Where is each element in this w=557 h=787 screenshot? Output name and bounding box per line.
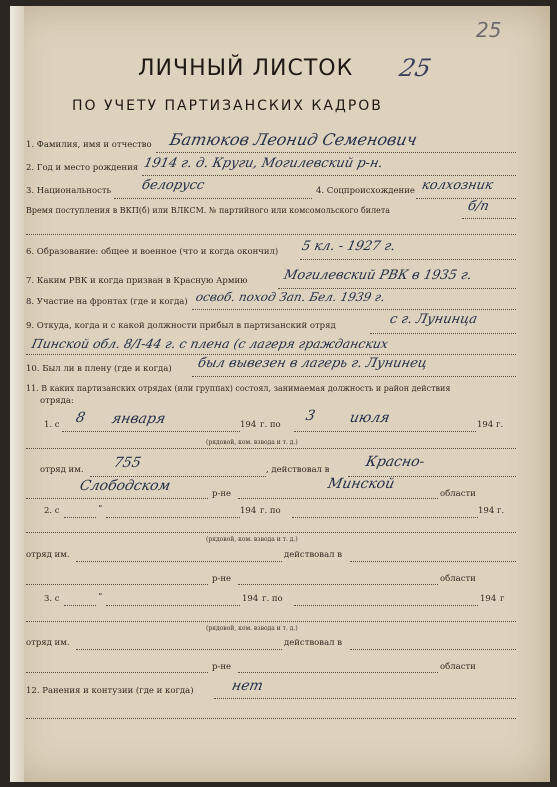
q12-label: 12. Ранения и контузии (где и когда): [26, 686, 194, 696]
q9-value-line1: с г. Лунинца: [388, 312, 479, 327]
entry3-district-label: р-не: [212, 662, 232, 672]
q1-line: [156, 152, 516, 153]
q3-label: 3. Национальность: [26, 186, 112, 196]
entry2-district-line: [26, 584, 208, 585]
q5-line: [462, 218, 516, 219]
entry3-rank-hint: (рядовой, ком. взвода и т. д.): [206, 625, 298, 632]
entry1-rank-hint: (рядовой, ком. взвода и т. д.): [206, 439, 298, 446]
entry3-quote: “: [98, 592, 103, 602]
entry2-year-suffix: г. по: [260, 506, 281, 516]
q12-line-extra: [26, 718, 516, 719]
q10-line: [192, 376, 516, 377]
q8-value: освоб. поход Зап. Бел. 1939 г.: [194, 290, 387, 304]
entry2-year2: 194: [478, 506, 495, 516]
entry2-quote: “: [98, 504, 103, 514]
entry1-day: 8: [74, 410, 87, 426]
entry1-year2-suffix: г.: [496, 420, 504, 430]
q5-label: Время поступления в ВКП(б) или ВЛКСМ. № партийного или комсомольского билета: [26, 206, 391, 215]
entry3-from-line: [106, 605, 240, 606]
entry3-year2-suffix: г: [500, 594, 505, 604]
q10-value: был вывезен в лагерь г. Лунинец: [196, 356, 429, 371]
q8-line: [192, 309, 516, 310]
archive-page-number: 25: [476, 18, 502, 42]
binding-edge: [10, 6, 24, 782]
q11-label-line2: отряда:: [40, 396, 74, 406]
entry3-prefix: 3. с: [44, 594, 60, 604]
q2-label: 2. Год и место рождения: [26, 163, 139, 173]
entry2-region-label: области: [440, 574, 476, 584]
q9-label: 9. Откуда, когда и с какой должности прибыл в партизанский отряд: [26, 321, 336, 331]
entry3-detachment-label: отряд им.: [26, 638, 70, 648]
q3-value: белорусс: [140, 178, 206, 193]
entry1-month: января: [110, 411, 167, 427]
entry1-district-line: [26, 498, 208, 499]
q6-value: 5 кл. - 1927 г.: [300, 239, 397, 254]
entry3-detachment-line: [76, 649, 282, 650]
entry1-region-label: области: [440, 489, 476, 499]
entry3-region-label: области: [440, 662, 476, 672]
entry1-year2: 194: [477, 420, 494, 430]
q10-label: 10. Был ли в плену (где и когда): [26, 364, 172, 374]
archive-stamp-number: 25: [397, 54, 434, 82]
q4-line: [416, 198, 516, 199]
entry1-acted-label: , действовал в: [266, 465, 330, 475]
entry1-detachment-line: [90, 476, 266, 477]
q12-line: [214, 698, 516, 699]
entry1-rank-line: [26, 448, 516, 449]
entry1-detachment-label: отряд им.: [40, 465, 84, 475]
q5-line-extra: [26, 234, 516, 235]
q9-line2: [26, 354, 516, 355]
entry2-detachment-label: отряд им.: [26, 550, 70, 560]
q3-line: [114, 198, 312, 199]
entry1-region-line: [238, 498, 438, 499]
entry1-region-value: Минской: [326, 476, 396, 492]
form-title: ЛИЧНЫЙ ЛИСТОК: [138, 56, 354, 81]
q6-label: 6. Образование: общее и военное (что и когда окончил): [26, 247, 279, 257]
entry1-to-line: [294, 431, 476, 432]
entry1-from-line: [62, 431, 240, 432]
entry3-rank-line: [26, 621, 516, 622]
entry2-day-line: [64, 517, 96, 518]
entry1-month2: июля: [348, 410, 392, 426]
entry1-year-suffix: г. по: [260, 420, 281, 430]
q8-label: 8. Участие на фронтах (где и когда): [26, 297, 188, 307]
entry2-detachment-line: [76, 561, 282, 562]
q1-value: Батюков Леонид Семенович: [167, 130, 419, 149]
entry3-district-line: [26, 672, 208, 673]
entry3-day-line: [64, 605, 96, 606]
entry1-district-value: Слободском: [78, 478, 172, 494]
entry1-year-prefix: 194: [240, 420, 257, 430]
entry3-to-line: [294, 605, 478, 606]
q7-label: 7. Каким РВК и когда призван в Красную Армию: [26, 276, 248, 286]
q9-line1: [370, 333, 516, 334]
entry2-from-line: [106, 517, 240, 518]
q1-label: 1. Фамилия, имя и отчество: [26, 140, 152, 150]
entry1-district-label: р-не: [212, 489, 232, 499]
q4-value: колхозник: [420, 178, 495, 193]
q7-value: Могилевский РВК в 1935 г.: [282, 268, 474, 283]
q12-value: нет: [230, 678, 265, 694]
q2-line: [142, 175, 516, 176]
entry1-detachment: 755: [112, 455, 143, 471]
q9-value-line2: Пинской обл. 8/I-44 г. с плена (с лагеря гражданских: [30, 336, 390, 351]
entry2-district-label: р-не: [212, 574, 232, 584]
entry2-acted-label: действовал в: [284, 550, 343, 560]
entry3-region-line: [238, 672, 438, 673]
entry1-prefix: 1. с: [44, 420, 60, 430]
q2-value: 1914 г. д. Круги, Могилевский р-н.: [142, 156, 385, 171]
entry2-rank-line: [26, 532, 516, 533]
entry3-acted-line: [350, 649, 516, 650]
document-sheet: [10, 6, 550, 782]
entry3-year-prefix: 194: [242, 594, 259, 604]
entry1-day2: 3: [304, 408, 317, 424]
entry2-region-line: [238, 584, 438, 585]
q11-label-line1: 11. В каких партизанских отрядах (или группах) состоял, занимаемая должность и район действия: [26, 384, 451, 393]
entry2-to-line: [292, 517, 478, 518]
entry3-acted-label: действовал в: [284, 638, 343, 648]
entry1-acted-value: Красно-: [364, 454, 427, 470]
entry2-rank-hint: (рядовой, ком. взвода и т. д.): [206, 536, 298, 543]
form-subtitle: ПО УЧЕТУ ПАРТИЗАНСКИХ КАДРОВ: [72, 98, 383, 114]
q4-label: 4. Соцпроисхождение: [316, 186, 415, 196]
entry3-year2: 194: [480, 594, 497, 604]
q6-line: [300, 259, 516, 260]
entry2-prefix: 2. с: [44, 506, 60, 516]
entry3-year-suffix: г. по: [262, 594, 283, 604]
q7-line: [278, 288, 516, 289]
entry2-acted-line: [350, 561, 516, 562]
entry2-year-prefix: 194: [240, 506, 257, 516]
q5-value: б/п: [466, 199, 491, 214]
entry2-year2-suffix: г.: [497, 506, 505, 516]
